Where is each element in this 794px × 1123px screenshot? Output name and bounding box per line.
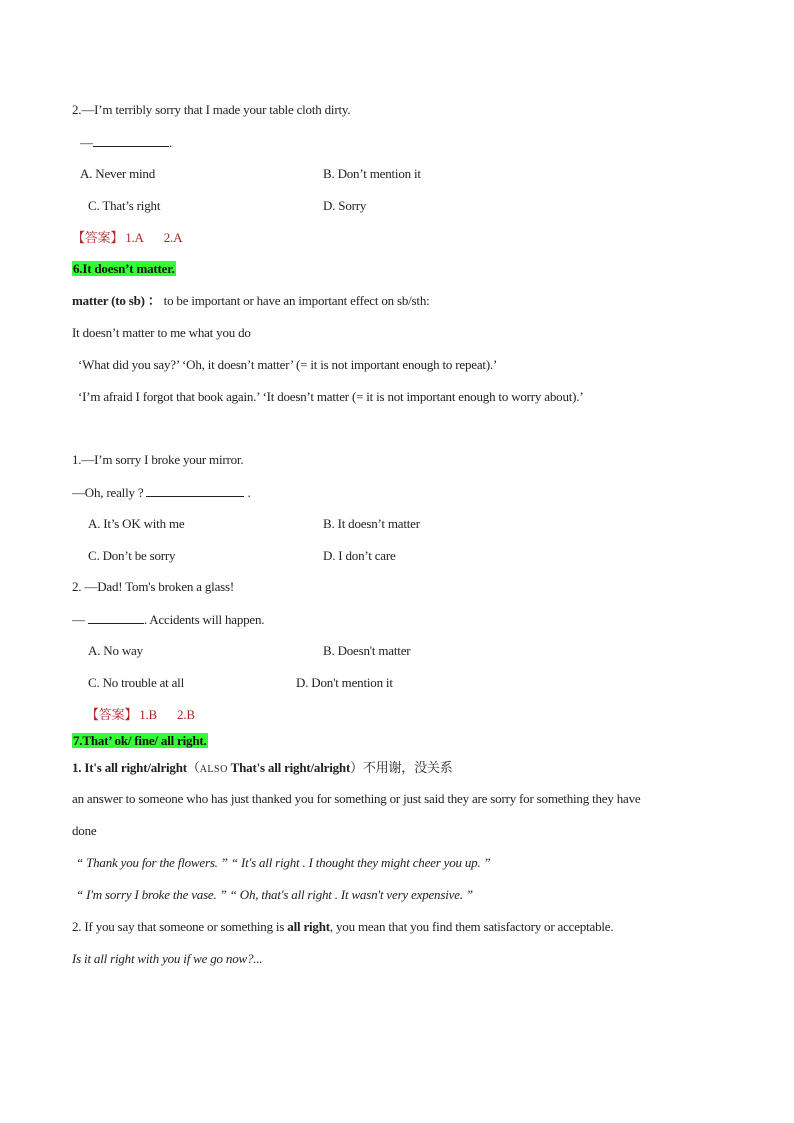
example-sentence: ‘I’m afraid I forgot that book again.’ ‘It doesn’t matter (= it is not important enough to worry about).’ <box>78 389 584 404</box>
answer-value: 2.A <box>163 230 183 245</box>
dash: — <box>80 135 93 150</box>
chinese-gloss: 不用谢，没关系 <box>362 760 453 775</box>
option-c: C. That’s right <box>88 198 161 213</box>
answer-label: 【答案】 <box>72 230 124 245</box>
question-prompt: 1.—I’m sorry I broke your mirror. <box>72 452 244 467</box>
example-sentence: It doesn’t matter to me what you do <box>72 325 251 340</box>
definition <box>72 919 613 935</box>
answer-blank-line <box>80 134 172 151</box>
period: . <box>244 485 251 500</box>
question-prompt: 2.—I’m terribly sorry that I made your table cloth dirty. <box>72 102 351 117</box>
option-b: B. Don’t mention it <box>323 166 421 181</box>
dash: — <box>72 612 85 627</box>
answer-key <box>86 707 195 723</box>
answer-value: 1.B <box>139 707 158 722</box>
option-d: D. Sorry <box>323 198 367 213</box>
answer-blank-line <box>72 611 264 628</box>
definition-text: done <box>72 823 97 838</box>
section-heading <box>72 261 176 277</box>
section-heading <box>72 733 208 749</box>
definition-text: , you mean that you find them satisfactory or acceptable. <box>329 919 614 934</box>
period: . <box>168 135 172 150</box>
fill-blank[interactable] <box>88 611 144 624</box>
highlighted-heading: 7.That’ ok/ fine/ all right. <box>73 733 207 748</box>
answer-value: 1.A <box>125 230 144 245</box>
example-sentence: “ Thank you for the flowers. ” “ It's all right . I thought they might cheer you up. ” <box>76 855 491 870</box>
paren: ） <box>350 760 363 775</box>
option-c: C. Don’t be sorry <box>88 548 176 563</box>
option-b: B. It doesn’t matter <box>323 516 420 531</box>
definition-text: to be important or have an important effect on sb/sth: <box>160 293 430 308</box>
question-prompt: 2. —Dad! Tom's broken a glass! <box>72 579 234 594</box>
definition <box>72 293 430 309</box>
definition-text: an answer to someone who has just thanked you for something or just said they are sorry for something they have <box>72 791 641 806</box>
definition-term-alt: That's all right/alright <box>227 760 351 775</box>
option-d: D. I don’t care <box>323 548 396 563</box>
example-sentence: ‘What did you say?’ ‘Oh, it doesn’t matter’ (= it is not important enough to repeat).’ <box>78 357 498 372</box>
option-c: C. No trouble at all <box>88 675 185 690</box>
answer-blank-line <box>72 484 251 501</box>
definition-heading <box>72 760 453 778</box>
definition-text: 2. If you say that someone or something is <box>72 919 288 934</box>
paren: （ <box>186 760 200 775</box>
reply-text: —Oh, really ? <box>72 485 144 500</box>
example-sentence: “ I'm sorry I broke the vase. ” “ Oh, that's all right . It wasn't very expensive. ” <box>76 887 473 902</box>
option-a: A. Never mind <box>80 166 156 181</box>
reply-text: . Accidents will happen. <box>143 612 265 627</box>
option-a: A. No way <box>88 643 143 658</box>
highlighted-heading: 6.It doesn’t matter. <box>73 261 175 276</box>
fill-blank[interactable] <box>93 134 169 147</box>
answer-label: 【答案】 <box>86 707 138 722</box>
example-sentence: Is it all right with you if we go now?... <box>72 951 263 966</box>
fill-blank[interactable] <box>146 484 244 497</box>
definition-term: matter (to sb) ： <box>72 293 161 308</box>
definition-term: 1. It's all right/alright <box>72 760 187 775</box>
answer-key <box>72 230 182 246</box>
also-label: ALSO <box>199 764 228 775</box>
definition-term: all right <box>287 919 330 934</box>
option-d: D. Don't mention it <box>296 675 393 690</box>
option-a: A. It’s OK with me <box>88 516 185 531</box>
option-b: B. Doesn't matter <box>323 643 411 658</box>
answer-value: 2.B <box>177 707 195 722</box>
